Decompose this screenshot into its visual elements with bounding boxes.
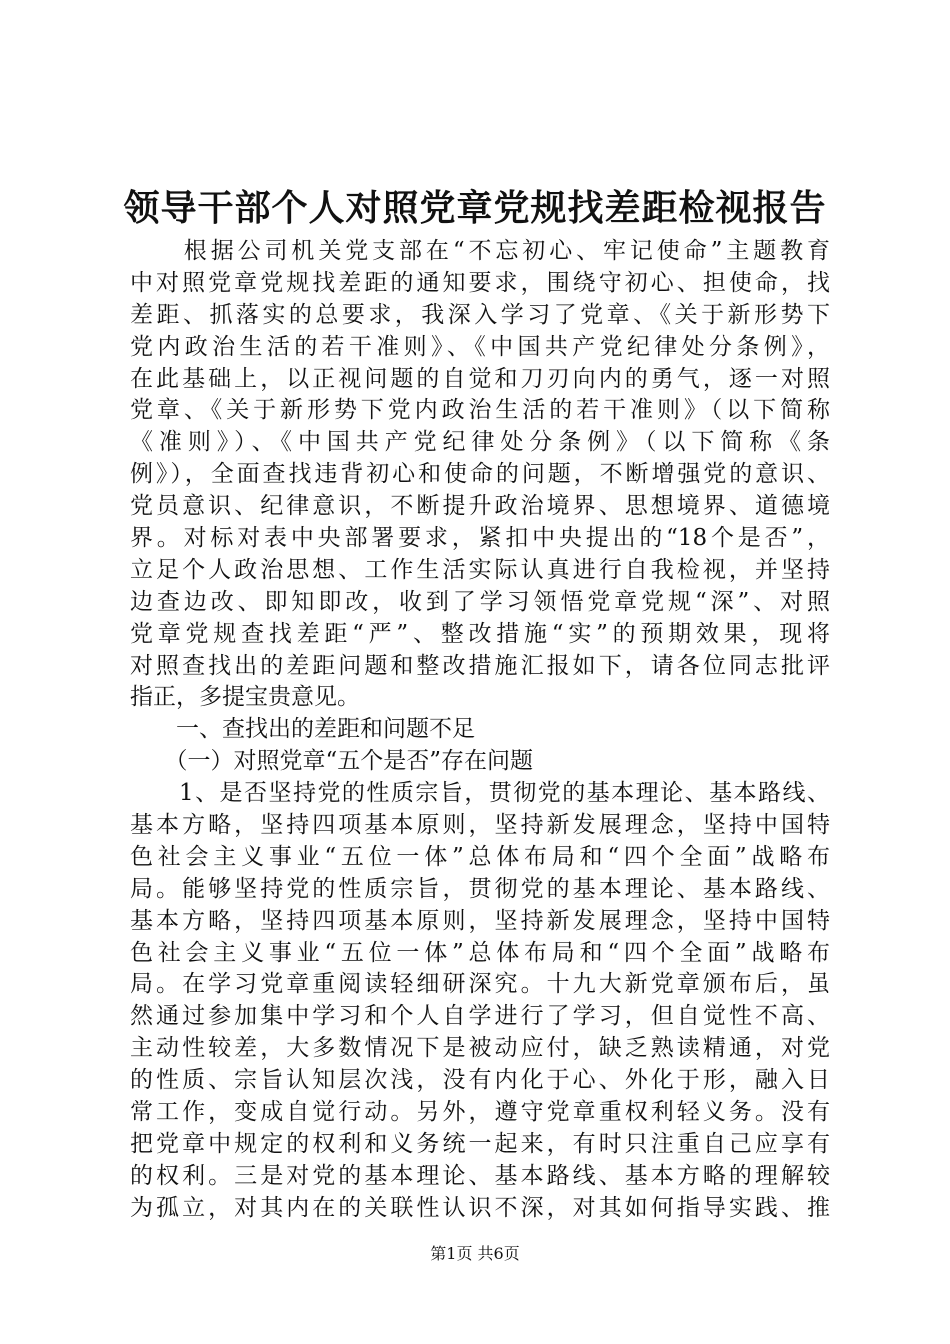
text-line: 局。能够坚持党的性质宗旨，贯彻党的基本理论、基本路线、 — [130, 875, 830, 902]
text-line: 主动性较差，大多数情况下是被动应付，缺乏熟读精通，对党 — [130, 1035, 830, 1062]
text-line: 党员意识、纪律意识，不断提升政治境界、思想境界、道德境 — [130, 493, 830, 520]
text-line: 指正，多提宝贵意见。 — [130, 684, 360, 711]
text-line: 局。在学习党章重阅读轻细研深究。十九大新党章颁布后，虽 — [130, 971, 830, 998]
text-line: 立足个人政治思想、工作生活实际认真进行自我检视，并坚持 — [130, 556, 830, 583]
text-line: 一、查找出的差距和问题不足 — [130, 716, 475, 743]
text-line: 基本方略，坚持四项基本原则，坚持新发展理念，坚持中国特 — [130, 812, 830, 839]
text-line: 根据公司机关党支部在“不忘初心、牢记使命”主题教育 — [130, 238, 830, 264]
text-line: 为孤立，对其内在的关联性认识不深，对其如何指导实践、推 — [130, 1194, 830, 1221]
text-line: 界。对标对表中央部署要求，紧扣中央提出的“18个是否”， — [130, 525, 830, 552]
text-line: 对照查找出的差距问题和整改措施汇报如下，请各位同志批评 — [130, 652, 830, 679]
text-line: 党章党规查找差距“严”、整改措施“实”的预期效果，现将 — [130, 620, 830, 647]
text-line: 差距、抓落实的总要求，我深入学习了党章、《关于新形势下 — [130, 301, 830, 328]
text-line: 的权利。三是对党的基本理论、基本路线、基本方略的理解较 — [130, 1162, 830, 1189]
text-line: 《准则》）、《中国共产党纪律处分条例》（以下简称《条 — [130, 429, 830, 456]
text-line: 的性质、宗旨认知层次浅，没有内化于心、外化于形，融入日 — [130, 1067, 830, 1094]
text-line: 色社会主义事业“五位一体”总体布局和“四个全面”战略布 — [130, 843, 830, 870]
text-line: 把党章中规定的权利和义务统一起来，有时只注重自己应享有 — [130, 1130, 830, 1157]
document-body — [130, 236, 830, 1225]
document-title: 领导干部个人对照党章党规找差距检视报告 — [123, 187, 827, 229]
text-line: 在此基础上，以正视问题的自觉和刀刃向内的勇气，逐一对照 — [130, 365, 830, 392]
text-line: 党内政治生活的若干准则》、《中国共产党纪律处分条例》， — [130, 333, 830, 360]
text-line: （一）对照党章“五个是否”存在问题 — [130, 748, 534, 775]
page-footer: 第1页 共6页 — [430, 1244, 520, 1263]
text-line: 例》），全面查找违背初心和使命的问题，不断增强党的意识、 — [130, 461, 830, 488]
text-line: 边查边改、即知即改，收到了学习领悟党章党规“深”、对照 — [130, 588, 830, 615]
text-line: 中对照党章党规找差距的通知要求，围绕守初心、担使命，找 — [130, 269, 830, 296]
text-line: 色社会主义事业“五位一体”总体布局和“四个全面”战略布 — [130, 939, 830, 966]
text-line: 然通过参加集中学习和个人自学进行了学习，但自觉性不高、 — [130, 1003, 830, 1030]
text-line: 常工作，变成自觉行动。另外，遵守党章重权利轻义务。没有 — [130, 1099, 830, 1126]
text-line: 党章、《关于新形势下党内政治生活的若干准则》（以下简称 — [130, 397, 830, 424]
text-line: 1、是否坚持党的性质宗旨，贯彻党的基本理论、基本路线、 — [130, 780, 830, 807]
text-line: 基本方略，坚持四项基本原则，坚持新发展理念，坚持中国特 — [130, 907, 830, 934]
